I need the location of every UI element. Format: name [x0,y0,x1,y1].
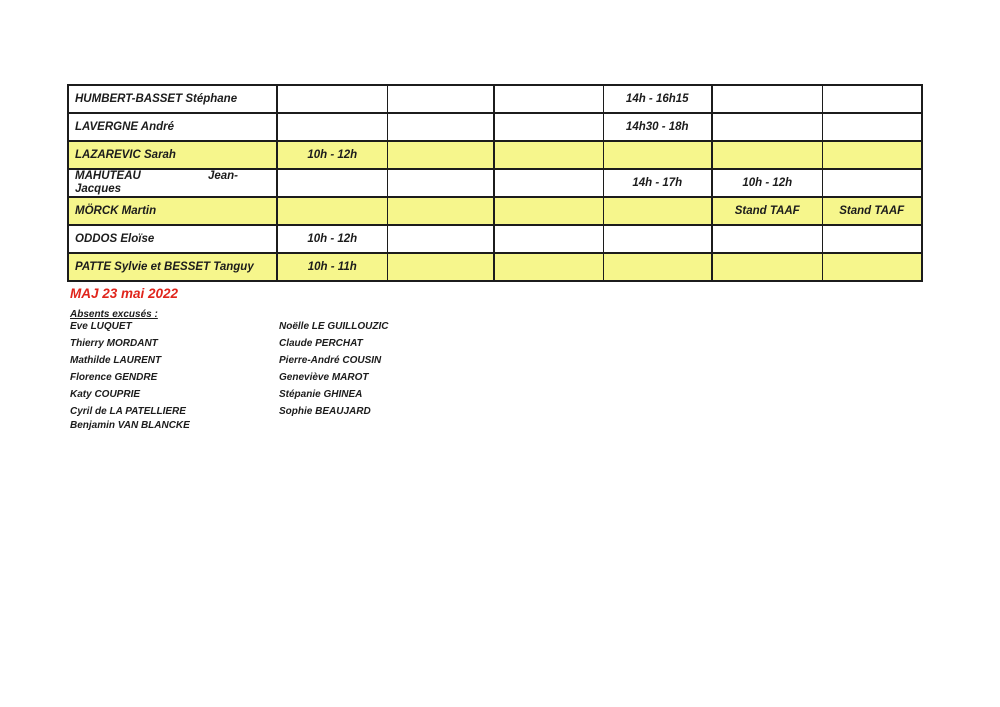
schedule-slot-cell [712,141,822,169]
absents-title: Absents excusés : [70,309,158,320]
author-name-part: Jean- [207,170,238,182]
absent-name: Cyril de LA PATELLIERE [70,406,186,417]
schedule-slot-cell [712,85,822,113]
schedule-slot-cell [277,169,387,197]
author-name-cell [68,169,277,197]
author-name-cell: LAVERGNE André [68,113,277,141]
table-row [68,253,922,281]
schedule-slot-cell: 10h - 12h [712,169,822,197]
author-name-part: MAHUTEAU [75,170,141,182]
schedule-table [67,84,923,282]
schedule-slot-cell [387,85,494,113]
schedule-slot-cell [822,113,922,141]
schedule-slot-cell [387,253,494,281]
absent-name: Katy COUPRIE [70,389,141,400]
table-row [68,141,922,169]
schedule-slot-cell [822,141,922,169]
author-name-cell: LAZAREVIC Sarah [68,141,277,169]
absent-name: Pierre-André COUSIN [279,355,382,366]
author-name-cell: ODDOS Eloïse [68,225,277,253]
schedule-slot-cell [387,225,494,253]
schedule-slot-cell [603,253,712,281]
schedule-slot-cell [822,85,922,113]
schedule-slot-cell [822,225,922,253]
absent-name: Mathilde LAURENT [70,355,162,366]
table-row [68,225,922,253]
schedule-slot-cell [494,197,603,225]
table-row [68,113,922,141]
author-name-cell: MÖRCK Martin [68,197,277,225]
schedule-slot-cell [387,113,494,141]
schedule-slot-cell [712,253,822,281]
schedule-slot-cell [277,85,387,113]
schedule-slot-cell [822,169,922,197]
schedule-slot-cell: Stand TAAF [822,197,922,225]
schedule-slot-cell [712,113,822,141]
last-updated-note: MAJ 23 mai 2022 [70,286,179,301]
schedule-slot-cell [277,113,387,141]
schedule-slot-cell: Stand TAAF [712,197,822,225]
schedule-slot-cell: 10h - 11h [277,253,387,281]
absent-name: Noëlle LE GUILLOUZIC [279,321,389,332]
schedule-slot-cell: 14h - 16h15 [603,85,712,113]
table-row [68,197,922,225]
schedule-slot-cell [277,197,387,225]
schedule-slot-cell [387,197,494,225]
schedule-slot-cell [494,169,603,197]
schedule-slot-cell [494,141,603,169]
absent-name: Stépanie GHINEA [279,389,363,400]
author-name-cell: HUMBERT-BASSET Stéphane [68,85,277,113]
schedule-slot-cell [603,141,712,169]
schedule-slot-cell: 14h - 17h [603,169,712,197]
absents-column-right [279,321,488,437]
schedule-slot-cell [387,141,494,169]
schedule-slot-cell: 14h30 - 18h [603,113,712,141]
schedule-slot-cell [494,113,603,141]
schedule-slot-cell [712,225,822,253]
absents-column-left [70,321,279,437]
absent-name: Sophie BEAUJARD [279,406,371,417]
table-row [68,85,922,113]
author-name-part: Jacques [75,183,122,195]
absent-name: Florence GENDRE [70,372,158,383]
table-row [68,169,922,197]
absent-name: Thierry MORDANT [70,338,158,349]
schedule-slot-cell [822,253,922,281]
schedule-slot-cell [603,197,712,225]
absent-name: Geneviève MAROT [279,372,369,383]
schedule-slot-cell [494,85,603,113]
schedule-slot-cell [603,225,712,253]
absent-name: Eve LUQUET [70,321,132,332]
absents-list [70,321,488,437]
author-name-cell: PATTE Sylvie et BESSET Tanguy [68,253,277,281]
schedule-slot-cell [387,169,494,197]
schedule-slot-cell [494,225,603,253]
absent-name: Benjamin VAN BLANCKE [70,420,190,431]
absent-name: Claude PERCHAT [279,338,363,349]
schedule-slot-cell: 10h - 12h [277,225,387,253]
schedule-slot-cell: 10h - 12h [277,141,387,169]
schedule-slot-cell [494,253,603,281]
